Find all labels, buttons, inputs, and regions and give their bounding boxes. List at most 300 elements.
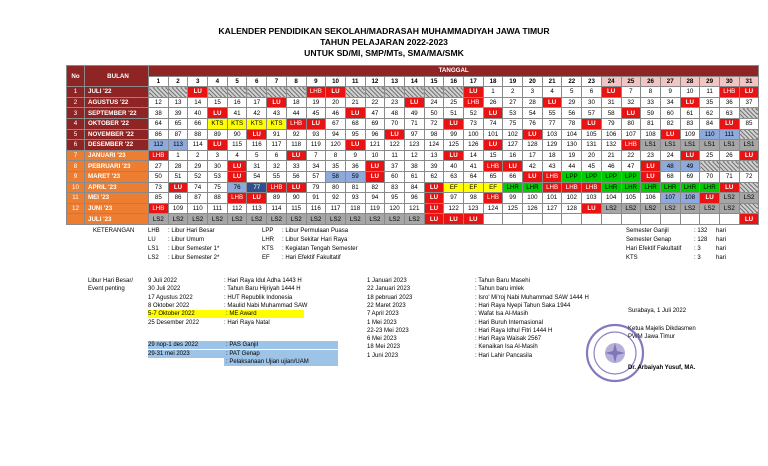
day-cell: 75: [208, 182, 228, 193]
day-cell: 123: [404, 140, 424, 151]
day-cell: 74: [188, 182, 208, 193]
day-cell: 39: [168, 108, 188, 119]
day-cell: 42: [523, 161, 543, 172]
month-number: 10: [67, 182, 85, 193]
month-row: [67, 87, 759, 98]
day-cell: 122: [385, 140, 405, 151]
day-cell: LU: [621, 108, 641, 119]
day-cell: 20: [582, 150, 602, 161]
day-cell: 116: [306, 203, 326, 214]
day-cell: 113: [247, 203, 267, 214]
day-cell: 102: [503, 129, 523, 140]
day-cell: 114: [188, 140, 208, 151]
day-cell: [424, 87, 444, 98]
day-cell: LHB: [267, 182, 287, 193]
day-cell: 17: [523, 150, 543, 161]
day-cell: 64: [464, 171, 484, 182]
day-header: 14: [404, 76, 424, 87]
day-cell: 129: [542, 140, 562, 151]
day-cell: LS2: [719, 193, 739, 204]
event-item: 7 April 2023: [367, 311, 399, 318]
day-cell: 110: [700, 129, 720, 140]
event-item: : Tahun Baru Hijriyah 1444 H: [224, 286, 301, 293]
day-cell: 57: [306, 171, 326, 182]
day-cell: LHB: [149, 203, 169, 214]
month-number: 4: [67, 118, 85, 129]
day-cell: LU: [345, 140, 365, 151]
day-cell: 55: [267, 171, 287, 182]
day-cell: 51: [444, 108, 464, 119]
day-cell: LHB: [464, 97, 484, 108]
day-cell: 71: [719, 171, 739, 182]
day-cell: LU: [483, 140, 503, 151]
day-cell: LS2: [326, 214, 346, 225]
day-cell: 117: [326, 203, 346, 214]
summary-item: : 3: [694, 246, 701, 252]
day-cell: LU: [700, 193, 720, 204]
day-cell: 62: [700, 108, 720, 119]
day-cell: 29: [188, 161, 208, 172]
day-cell: 5: [247, 150, 267, 161]
day-cell: 70: [385, 118, 405, 129]
day-cell: [700, 161, 720, 172]
day-header: 12: [365, 76, 385, 87]
day-cell: LHB: [582, 182, 602, 193]
day-cell: 78: [562, 118, 582, 129]
day-cell: 42: [247, 108, 267, 119]
day-cell: 115: [227, 140, 247, 151]
day-header: 30: [719, 76, 739, 87]
day-cell: LU: [208, 108, 228, 119]
event-item: 5-7 Oktober 2022: [148, 310, 224, 318]
day-cell: LS2: [660, 203, 680, 214]
day-cell: LU: [424, 182, 444, 193]
day-cell: LU: [306, 118, 326, 129]
day-header: 22: [562, 76, 582, 87]
day-cell: 21: [601, 150, 621, 161]
event-item: 6 Mei 2023: [367, 336, 397, 343]
day-cell: 110: [188, 203, 208, 214]
day-cell: 89: [267, 193, 287, 204]
day-cell: 109: [680, 129, 700, 140]
day-cell: 47: [365, 108, 385, 119]
day-cell: 6: [582, 87, 602, 98]
day-cell: 83: [385, 182, 405, 193]
event-item: : Tahun baru imlek: [475, 286, 524, 293]
day-cell: LS2: [267, 214, 287, 225]
day-cell: 7: [306, 150, 326, 161]
day-cell: 9: [660, 87, 680, 98]
day-header: 21: [542, 76, 562, 87]
day-cell: LS2: [168, 214, 188, 225]
day-cell: 15: [208, 97, 228, 108]
month-row: [67, 108, 759, 119]
day-cell: 73: [149, 182, 169, 193]
day-cell: [483, 214, 503, 225]
day-cell: LU: [267, 97, 287, 108]
month-name: AGUSTUS '22: [85, 97, 149, 108]
month-number: 3: [67, 108, 85, 119]
day-cell: LU: [444, 150, 464, 161]
day-cell: [700, 214, 720, 225]
event-item: 22 Maret 2023: [367, 302, 406, 309]
day-cell: 63: [719, 108, 739, 119]
day-cell: 72: [424, 118, 444, 129]
day-cell: 48: [385, 108, 405, 119]
event-item: 22 Januari 2023: [367, 286, 411, 293]
day-cell: 90: [227, 129, 247, 140]
day-cell: LU: [404, 97, 424, 108]
day-header: 15: [424, 76, 444, 87]
summary-item: hari: [716, 246, 727, 252]
day-cell: 73: [464, 118, 484, 129]
day-cell: 107: [660, 193, 680, 204]
day-cell: 117: [267, 140, 287, 151]
day-cell: 80: [326, 182, 346, 193]
month-row: [67, 203, 759, 214]
day-cell: 58: [326, 171, 346, 182]
day-cell: LU: [464, 214, 484, 225]
day-cell: 99: [444, 129, 464, 140]
day-cell: 122: [444, 203, 464, 214]
day-cell: 93: [306, 129, 326, 140]
day-cell: 96: [404, 193, 424, 204]
day-cell: 71: [404, 118, 424, 129]
day-header: 10: [326, 76, 346, 87]
day-cell: 94: [365, 193, 385, 204]
day-cell: 95: [345, 129, 365, 140]
day-cell: LS2: [149, 214, 169, 225]
legend-item: : Libur Hari Besar: [168, 228, 215, 234]
day-cell: 66: [503, 171, 523, 182]
day-cell: [739, 129, 759, 140]
day-cell: 101: [483, 129, 503, 140]
day-cell: 80: [621, 118, 641, 129]
day-header: 9: [306, 76, 326, 87]
event-item: : Hari Raya Waisak 2567: [475, 336, 542, 343]
day-cell: 16: [503, 150, 523, 161]
day-cell: LS2: [247, 214, 267, 225]
day-cell: 62: [424, 171, 444, 182]
day-cell: KTS: [267, 118, 287, 129]
day-cell: 116: [247, 140, 267, 151]
month-row: [67, 214, 759, 225]
day-cell: LHR: [680, 182, 700, 193]
calendar-table: [66, 65, 759, 225]
day-cell: 70: [700, 171, 720, 182]
col-no-header: No: [67, 66, 85, 87]
day-cell: 37: [385, 161, 405, 172]
day-cell: 83: [680, 118, 700, 129]
day-cell: [168, 87, 188, 98]
day-cell: LS1: [660, 140, 680, 151]
day-number-row: [67, 76, 759, 87]
day-cell: 23: [385, 97, 405, 108]
day-cell: 38: [149, 108, 169, 119]
day-cell: 130: [562, 140, 582, 151]
day-cell: 34: [660, 97, 680, 108]
day-cell: LU: [345, 108, 365, 119]
day-cell: 60: [385, 171, 405, 182]
day-cell: [345, 87, 365, 98]
day-cell: 111: [719, 129, 739, 140]
legend-item: : Libur Semester 1*: [168, 246, 220, 252]
day-cell: 52: [464, 108, 484, 119]
day-cell: LHB: [149, 150, 169, 161]
day-cell: [385, 87, 405, 98]
day-cell: 14: [188, 97, 208, 108]
day-cell: LU: [680, 150, 700, 161]
summary-item: : 132: [694, 228, 708, 234]
day-cell: 94: [326, 129, 346, 140]
day-cell: 104: [562, 129, 582, 140]
day-cell: LU: [739, 214, 759, 225]
day-cell: 84: [404, 182, 424, 193]
day-cell: 131: [582, 140, 602, 151]
day-cell: 89: [208, 129, 228, 140]
day-cell: 123: [464, 203, 484, 214]
day-cell: 35: [700, 97, 720, 108]
day-cell: 13: [424, 150, 444, 161]
event-item: : Hari Lahir Pancasila: [475, 352, 533, 359]
day-cell: 104: [601, 193, 621, 204]
event-item: 1 Juni 2023: [367, 352, 399, 359]
day-cell: 118: [345, 203, 365, 214]
day-cell: 92: [286, 129, 306, 140]
month-name: APRIL '23: [85, 182, 149, 193]
day-cell: 11: [385, 150, 405, 161]
day-cell: 61: [404, 171, 424, 182]
day-cell: LU: [719, 118, 739, 129]
legend-item: LHB: [148, 228, 160, 234]
day-cell: 53: [208, 171, 228, 182]
day-cell: [582, 214, 602, 225]
day-cell: 67: [326, 118, 346, 129]
month-row: [67, 171, 759, 182]
day-cell: KTS: [227, 118, 247, 129]
day-cell: 17: [247, 97, 267, 108]
day-cell: LPP: [562, 171, 582, 182]
day-cell: 8: [641, 87, 661, 98]
day-cell: 58: [601, 108, 621, 119]
day-cell: LU: [444, 118, 464, 129]
day-cell: 87: [188, 193, 208, 204]
day-cell: 40: [188, 108, 208, 119]
day-header: 18: [483, 76, 503, 87]
day-cell: 106: [641, 193, 661, 204]
day-cell: 86: [168, 193, 188, 204]
day-cell: 85: [149, 193, 169, 204]
day-cell: LHB: [542, 182, 562, 193]
day-cell: 18: [286, 97, 306, 108]
day-cell: 45: [582, 161, 602, 172]
day-cell: LU: [523, 129, 543, 140]
day-header: 13: [385, 76, 405, 87]
day-cell: 121: [404, 203, 424, 214]
day-header: 29: [700, 76, 720, 87]
day-cell: LS2: [404, 214, 424, 225]
day-cell: 98: [464, 193, 484, 204]
calendar-body: [67, 87, 759, 225]
summary-item: : 3: [694, 255, 701, 261]
legend-item: LS2: [148, 255, 159, 261]
day-cell: LS2: [621, 203, 641, 214]
event-item: : Hari Raya Natal: [224, 319, 270, 326]
day-cell: [227, 87, 247, 98]
day-cell: [444, 87, 464, 98]
summary-item: hari: [716, 237, 727, 243]
day-cell: LHR: [660, 182, 680, 193]
day-cell: LU: [208, 140, 228, 151]
day-cell: 22: [621, 150, 641, 161]
month-name: JUNI '23: [85, 203, 149, 214]
day-cell: LS2: [601, 203, 621, 214]
day-cell: LS2: [719, 203, 739, 214]
day-cell: 59: [641, 108, 661, 119]
day-cell: LU: [483, 108, 503, 119]
day-cell: 88: [188, 129, 208, 140]
day-cell: LU: [601, 87, 621, 98]
day-cell: LHB: [562, 182, 582, 193]
day-cell: 72: [739, 171, 759, 182]
day-cell: LHB: [286, 118, 306, 129]
day-cell: 3: [208, 150, 228, 161]
signature-role-1: Ketua Majelis Dikdasmen: [628, 326, 696, 332]
day-cell: LU: [464, 87, 484, 98]
day-cell: 12: [404, 150, 424, 161]
day-cell: 114: [267, 203, 287, 214]
day-cell: LS2: [641, 203, 661, 214]
day-cell: 1: [168, 150, 188, 161]
day-cell: 86: [149, 129, 169, 140]
day-cell: LU: [385, 129, 405, 140]
day-cell: LPP: [601, 171, 621, 182]
event-item: : Tahun Baru Masehi: [475, 278, 530, 284]
month-number: 12: [67, 203, 85, 214]
day-cell: LU: [424, 214, 444, 225]
day-cell: 38: [404, 161, 424, 172]
day-cell: LS2: [365, 214, 385, 225]
day-cell: 33: [641, 97, 661, 108]
legend-item: : Libur Permulaan Puasa: [282, 228, 349, 234]
day-cell: [739, 203, 759, 214]
day-cell: 14: [464, 150, 484, 161]
exam-item: 29-31 mei 2023: [148, 350, 224, 358]
day-cell: 120: [326, 140, 346, 151]
day-cell: 105: [582, 129, 602, 140]
day-header: 5: [227, 76, 247, 87]
day-cell: 109: [168, 203, 188, 214]
month-number: 1: [67, 87, 85, 98]
day-cell: LHB: [621, 140, 641, 151]
day-header: 27: [660, 76, 680, 87]
day-cell: 119: [365, 203, 385, 214]
day-cell: 28: [168, 161, 188, 172]
day-cell: 91: [267, 129, 287, 140]
legend-item: : Libur Umum: [168, 237, 205, 243]
day-cell: [365, 87, 385, 98]
month-name: SEPTEMBER '22: [85, 108, 149, 119]
day-cell: LS2: [286, 214, 306, 225]
day-cell: 108: [680, 193, 700, 204]
day-cell: 84: [700, 118, 720, 129]
day-cell: LU: [188, 87, 208, 98]
day-cell: 68: [660, 171, 680, 182]
day-cell: 43: [542, 161, 562, 172]
event-item: 17 Agustus 2022: [148, 294, 193, 301]
day-header: 7: [267, 76, 287, 87]
day-cell: 97: [404, 129, 424, 140]
day-cell: KTS: [208, 118, 228, 129]
day-cell: 102: [562, 193, 582, 204]
event-item: : Kenaikan Isa Al-Masih: [475, 344, 538, 351]
day-cell: [739, 182, 759, 193]
day-header: 31: [739, 76, 759, 87]
month-number: 6: [67, 140, 85, 151]
month-row: [67, 118, 759, 129]
day-cell: 57: [582, 108, 602, 119]
day-cell: [247, 87, 267, 98]
day-cell: LHR: [523, 182, 543, 193]
header-line-1: KALENDER PENDIDIKAN SEKOLAH/MADRASAH MUHAMMADIYAH JAWA TIMUR: [218, 26, 550, 36]
day-cell: 32: [267, 161, 287, 172]
day-cell: 20: [326, 97, 346, 108]
day-cell: 46: [601, 161, 621, 172]
event-item: : ME Award: [224, 310, 304, 318]
day-cell: LU: [286, 182, 306, 193]
day-cell: 79: [601, 118, 621, 129]
day-cell: LU: [582, 203, 602, 214]
day-cell: LPP: [582, 171, 602, 182]
day-cell: 97: [444, 193, 464, 204]
day-header: 2: [168, 76, 188, 87]
day-cell: 43: [267, 108, 287, 119]
col-date-header: TANGGAL: [149, 66, 759, 77]
day-cell: 49: [680, 161, 700, 172]
signature-place-date: Surabaya, 1 Juli 2022: [628, 308, 687, 314]
month-name: PEBRUARI '23: [85, 161, 149, 172]
day-cell: LU: [641, 161, 661, 172]
month-row: [67, 129, 759, 140]
day-cell: 115: [286, 203, 306, 214]
day-cell: 25: [700, 150, 720, 161]
day-cell: LU: [247, 193, 267, 204]
day-cell: 124: [483, 203, 503, 214]
event-item: 1 Januari 2023: [367, 278, 407, 284]
day-cell: EF: [483, 182, 503, 193]
day-header: 24: [601, 76, 621, 87]
day-cell: 119: [306, 140, 326, 151]
day-cell: 128: [562, 203, 582, 214]
day-cell: 8: [326, 150, 346, 161]
legend-item: LHR: [262, 237, 275, 243]
day-cell: 40: [444, 161, 464, 172]
legend-item: : Libur Sekitar Hari Raya: [282, 237, 348, 243]
day-cell: [739, 108, 759, 119]
day-cell: 39: [424, 161, 444, 172]
day-cell: LHB: [483, 193, 503, 204]
day-cell: [719, 161, 739, 172]
day-cell: 10: [365, 150, 385, 161]
day-cell: 5: [562, 87, 582, 98]
month-name: JULI '23: [85, 214, 149, 225]
day-cell: 10: [680, 87, 700, 98]
day-cell: 69: [365, 118, 385, 129]
month-name: DESEMBER '22: [85, 140, 149, 151]
day-cell: 82: [660, 118, 680, 129]
legend-title: KETERANGAN: [93, 228, 135, 234]
day-cell: LU: [641, 171, 661, 182]
